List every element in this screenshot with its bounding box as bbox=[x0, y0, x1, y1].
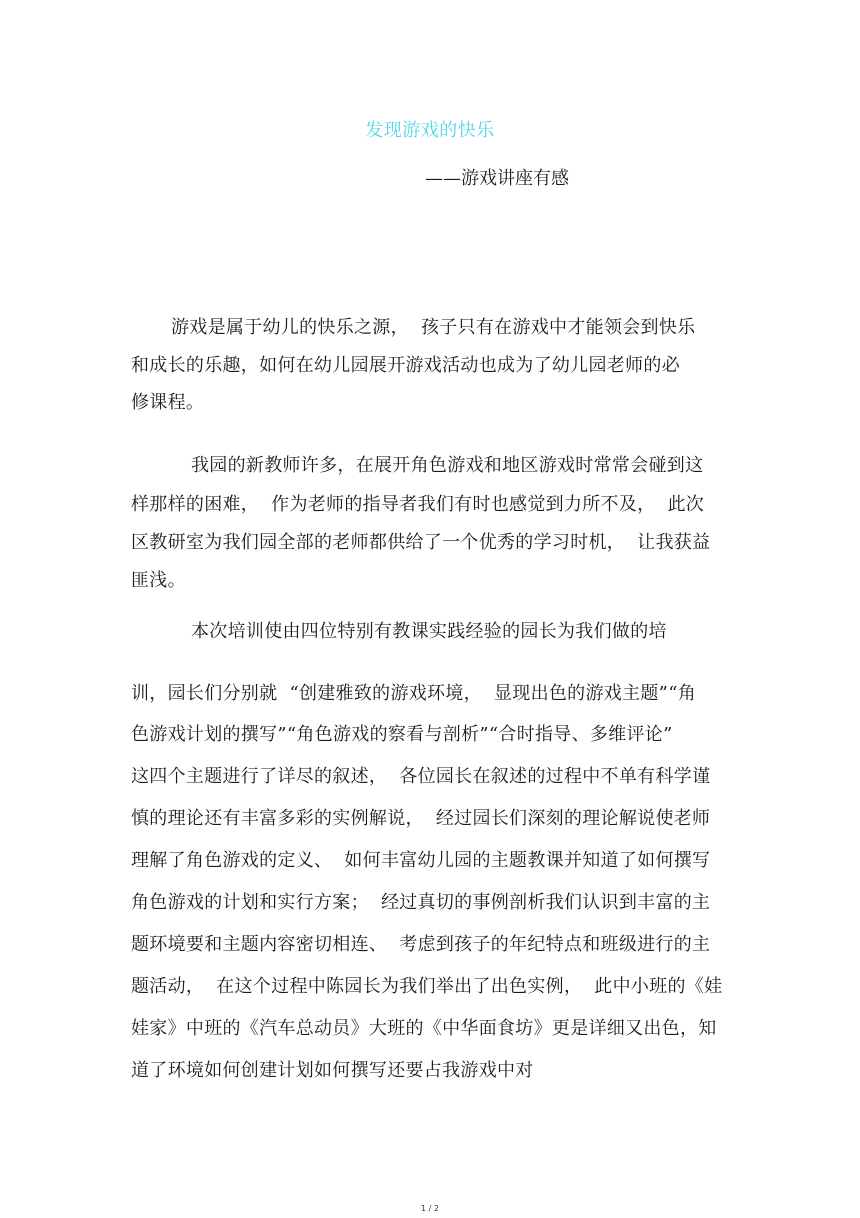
paragraph-1-line-3: 修课程。 bbox=[131, 392, 205, 413]
page-number: 1 / 2 bbox=[421, 1204, 439, 1213]
paragraph-3-line-5: 慎的理论还有丰富多彩的实例解说， 经过园长们深刻的理论解说使老师 bbox=[131, 808, 711, 829]
paragraph-3-line-10: 娃家》中班的《汽车总动员》大班的《中华面食坊》更是详细又出色，知 bbox=[131, 1018, 717, 1039]
paragraph-2-line-4: 匪浅。 bbox=[131, 570, 186, 591]
paragraph-3-line-9: 题活动， 在这个过程中陈园长为我们举出了出色实例， 此中小班的《娃 bbox=[131, 976, 723, 997]
document-title: 发现游戏的快乐 bbox=[365, 120, 495, 141]
paragraph-2-line-3: 区教研室为我们园全部的老师都供给了一个优秀的学习时机， 让我获益 bbox=[131, 532, 711, 553]
paragraph-1-line-2: 和成长的乐趣，如何在幼儿园展开游戏活动也成为了幼儿园老师的必 bbox=[131, 355, 680, 376]
paragraph-2-line-2: 样那样的困难， 作为老师的指导者我们有时也感觉到力所不及， 此次 bbox=[131, 494, 705, 515]
paragraph-3-line-3: 色游戏计划的撰写”“角色游戏的察看与剖析”“合时指导、多维评论” bbox=[131, 724, 673, 745]
paragraph-3-line-11: 道了环境如何创建计划如何撰写还要占我游戏中对 bbox=[131, 1060, 534, 1081]
paragraph-3-line-4: 这四个主题进行了详尽的叙述， 各位园长在叙述的过程中不单有科学谨 bbox=[131, 766, 711, 787]
paragraph-2-line-1: 我园的新教师许多，在展开角色游戏和地区游戏时常常会碰到这 bbox=[191, 455, 704, 476]
paragraph-1-line-1: 游戏是属于幼儿的快乐之源， 孩子只有在游戏中才能领会到快乐 bbox=[171, 317, 696, 338]
paragraph-3-line-2: 训，园长们分别就 “创建雅致的游戏环境， 显现出色的游戏主题”“角 bbox=[131, 683, 696, 704]
paragraph-3-line-6: 理解了角色游戏的定义、 如何丰富幼儿园的主题教课并知道了如何撰写 bbox=[131, 850, 711, 871]
paragraph-3-line-7: 角色游戏的计划和实行方案； 经过真切的事例剖析我们认识到丰富的主 bbox=[131, 892, 711, 913]
paragraph-3-line-1: 本次培训使由四位特别有教课实践经验的园长为我们做的培 bbox=[191, 621, 667, 642]
paragraph-3-line-8: 题环境要和主题内容密切相连、 考虑到孩子的年纪特点和班级进行的主 bbox=[131, 934, 711, 955]
document-subtitle: ——游戏讲座有感 bbox=[425, 168, 569, 189]
